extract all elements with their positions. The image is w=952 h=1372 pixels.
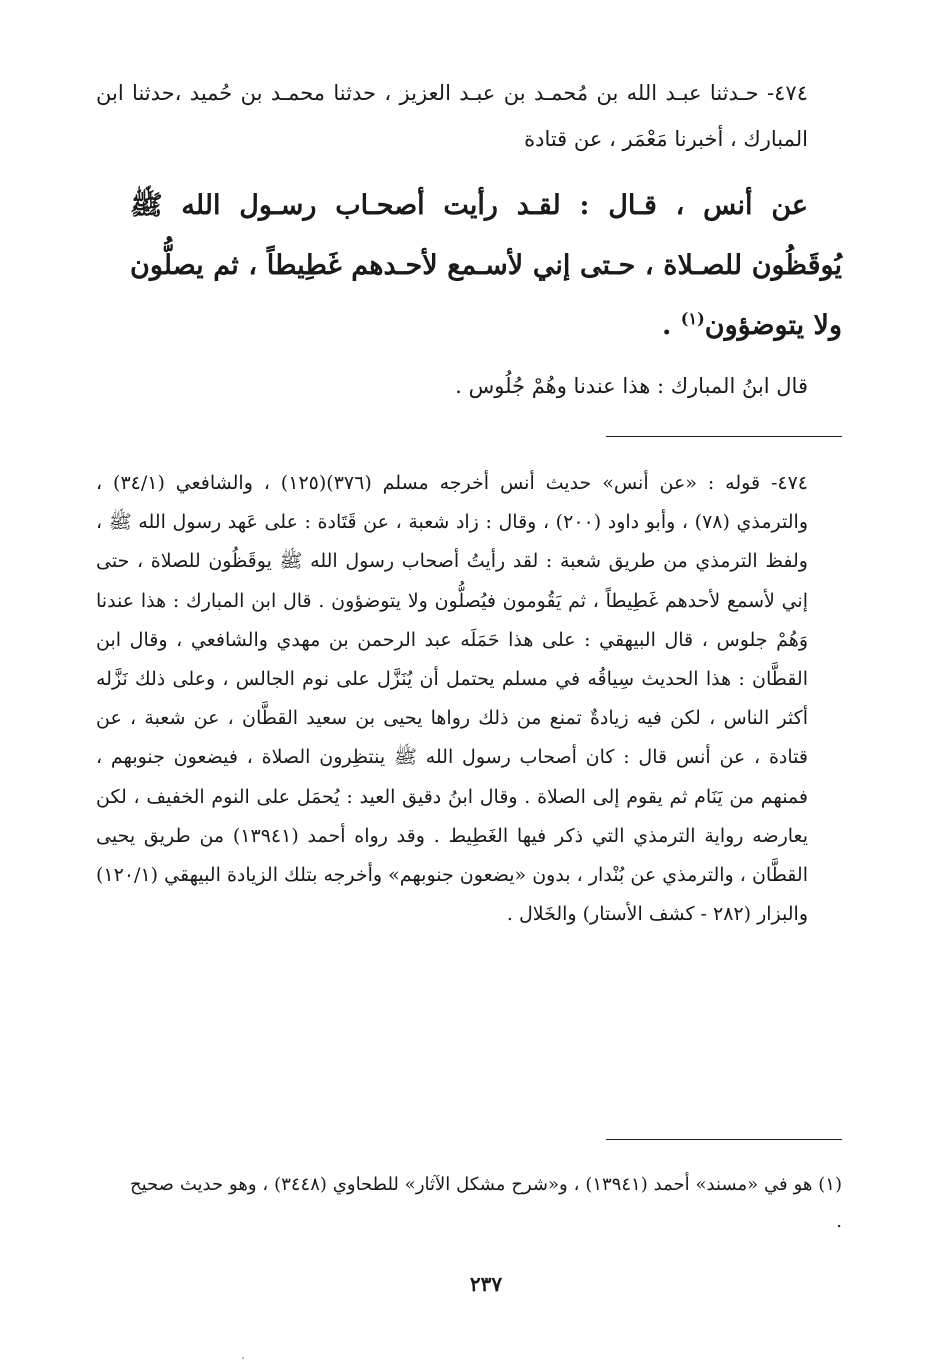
commentary-separator [606, 436, 842, 437]
commentary-text: ٤٧٤- قوله : «عن أنس» حديث أنس أخرجه مسلم (٣٧٦)(١٢٥) ، والشافعي (٣٤/١) ، والترمذي (٧٨) ، وأبو داود (٢٠٠) ، وقال : زاد شعبة ، عن قَتَادة : على عَهد رسول الله ﷺ ، ولفظ الترمذي من طريق شعبة : لقد رأيتُ أصحاب رسول الله ﷺ يوقَظُون للصلاة ، حتى إني لأسمع لأحدهم غَطِيطاً ، ثم يَقُومون فيُصلُّون ولا يتوضؤون . قال ابن المبارك : هذا عندنا وَهُمْ جلوس ، قال البيهقي : على هذا حَمَلَه عبد الرحمن بن مهدي والشافعي ، وقال ابن القطَّان : هذا الحديث سِياقُه في مسلم يحتمل أن يُنَزَّل على نوم الجالس ، وعلى ذلك نَزَّله أكثر الناس ، لكن فيه زيادةٌ تمنع من ذلك رواها يحيى بن سعيد القطَّان ، عن شعبة ، عن قتادة ، عن أنس قال : كان أصحاب رسول الله ﷺ ينتظِرون الصلاة ، فيضعون جنوبهم ، فمنهم من يَنَام ثم يقوم إلى الصلاة . وقال ابنُ دقيق العيد : يُحمَل على النوم الخفيف ، لكن يعارضه رواية الترمذي التي ذكر فيها الغَطِيط . وقد رواه أحمد (١٣٩٤١) من طريق يحيى القطَّان ، والترمذي عن بُنْدار ، بدون «يضعون جنوبهم» وأخرجه بتلك الزيادة البيهقي (١٢٠/١) والبزار (٢٨٢ - كشف الأستار) والخَلال . [96, 472, 809, 926]
hadith-isnad: ٤٧٤- حـدثنا عبـد الله بن مُحمـد بن عبـد العزيز ، حدثنا محمـد بن حُميد ،حدثنا ابن المبارك ، أخبرنا مَعْمَر ، عن قتادة [96, 81, 808, 151]
hadith-matn [130, 176, 842, 356]
ibn-mubarak-remark: قال ابنُ المبارك : هذا عندنا وهُمْ جُلُوس . [455, 374, 808, 398]
scan-speck [242, 1357, 244, 1359]
page-number: ٢٣٧ [469, 1272, 503, 1296]
footnote-1: (١) هو في «مسند» أحمد (١٣٩٤١) ، و«شرح مشكل الآثار» للطحاوي (٣٤٤٨) ، وهو حديث صحيح . [130, 1174, 842, 1232]
hadith-matn-text: عن أنس ، قـال : لقـد رأيت أصحـاب رسـول الله ﷺ يُوقَظُون للصـلاة ، حـتى إني لأسـمع لأحـدهم غَطِيطاً ، ثم يصلُّون ولا يتوضؤون [130, 190, 842, 341]
footnote-separator [606, 1139, 842, 1140]
footnote-marker[interactable]: (١) [680, 309, 705, 328]
hadith-matn-end: . [661, 310, 681, 341]
book-page [96, 60, 842, 1350]
